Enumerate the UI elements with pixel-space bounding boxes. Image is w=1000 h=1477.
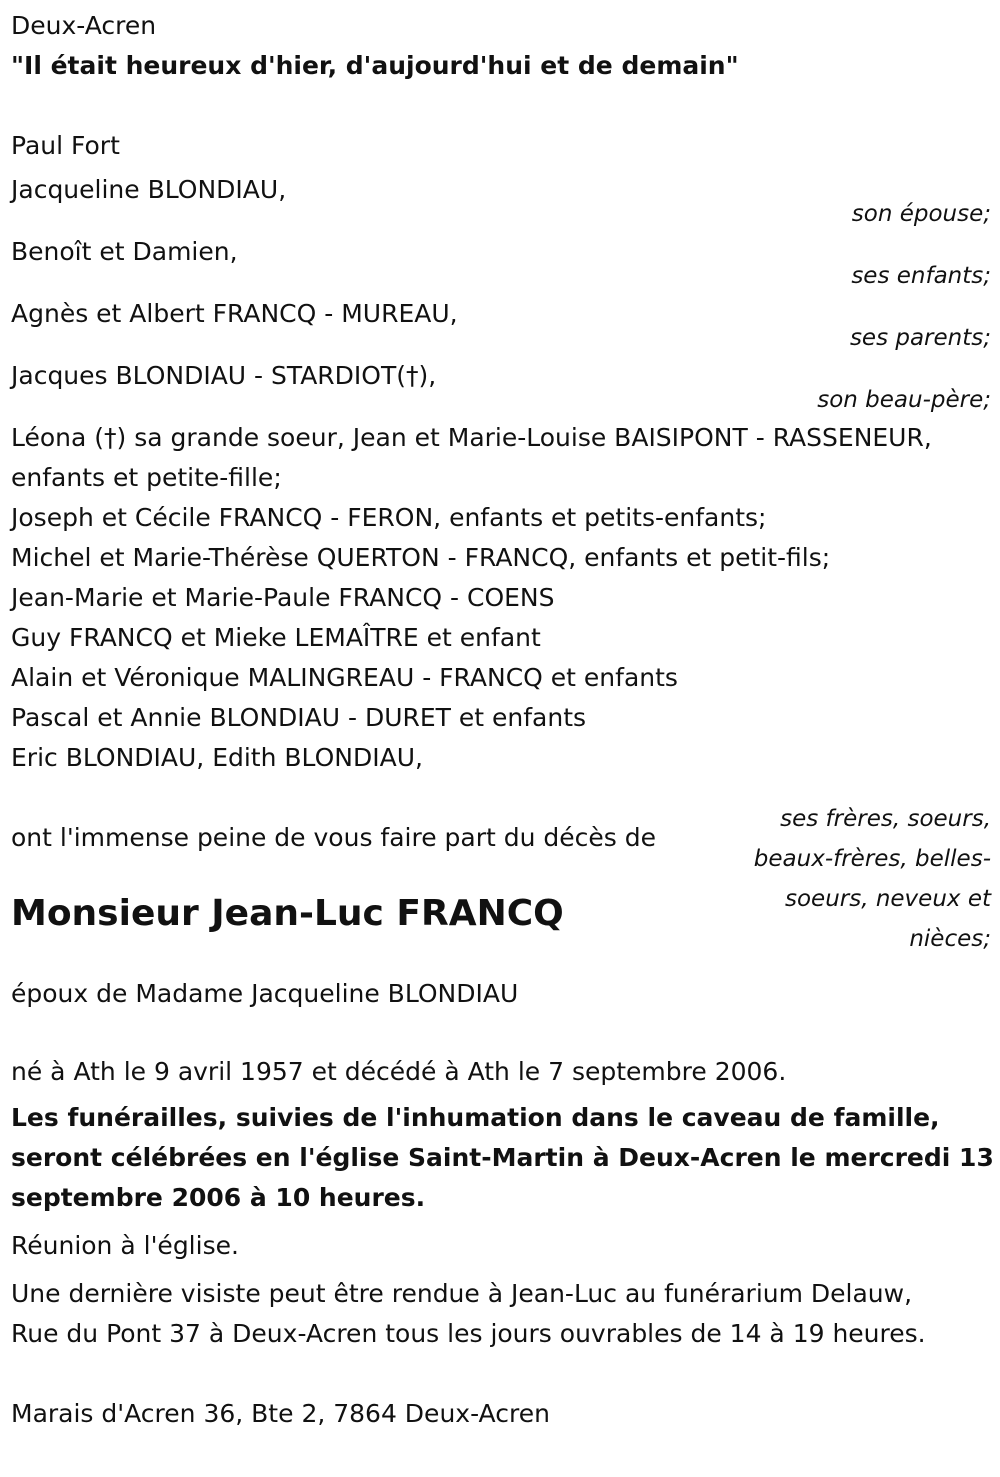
sibling-line: enfants et petite-fille; bbox=[11, 463, 282, 492]
place-heading: Deux-Acren bbox=[11, 11, 157, 40]
funeral-line: septembre 2006 à 10 heures. bbox=[11, 1183, 426, 1212]
quote-author: Paul Fort bbox=[11, 131, 120, 160]
sibling-line: Guy FRANCQ et Mieke LEMAÎTRE et enfant bbox=[11, 623, 541, 652]
funeral-line: seront célébrées en l'église Saint-Martin à Deux-Acren le mercredi 13 bbox=[11, 1143, 994, 1172]
family-member: Jacqueline BLONDIAU, son épouse; bbox=[11, 175, 991, 227]
address: Marais d'Acren 36, Bte 2, 7864 Deux-Acren bbox=[11, 1399, 550, 1428]
sibling-line: Jean-Marie et Marie-Paule FRANCQ - COENS bbox=[11, 583, 555, 612]
family-member: Benoît et Damien, ses enfants; bbox=[11, 237, 991, 289]
sibling-line: Eric BLONDIAU, Edith BLONDIAU, bbox=[11, 743, 423, 772]
meeting-note: Réunion à l'église. bbox=[11, 1231, 239, 1260]
sibling-line: Michel et Marie-Thérèse QUERTON - FRANCQ, enfants et petit-fils; bbox=[11, 543, 831, 572]
spouse-line: époux de Madame Jacqueline BLONDIAU bbox=[11, 979, 519, 1008]
quote: "Il était heureux d'hier, d'aujourd'hui et de demain" bbox=[11, 51, 739, 80]
sibling-line: Pascal et Annie BLONDIAU - DURET et enfants bbox=[11, 703, 587, 732]
sibling-line: Joseph et Cécile FRANCQ - FERON, enfants et petits-enfants; bbox=[11, 503, 767, 532]
visit-line: Rue du Pont 37 à Deux-Acren tous les jours ouvrables de 14 à 19 heures. bbox=[11, 1319, 926, 1348]
sibling-line: Léona (†) sa grande soeur, Jean et Marie-Louise BAISIPONT - RASSENEUR, bbox=[11, 423, 932, 452]
birth-death: né à Ath le 9 avril 1957 et décédé à Ath le 7 septembre 2006. bbox=[11, 1057, 787, 1086]
siblings-role: ses frères, soeurs, beaux-frères, belles-soeurs, neveux et nièces; bbox=[753, 806, 991, 952]
obituary-document bbox=[11, 6, 994, 1434]
visit-line: Une dernière visiste peut être rendue à Jean-Luc au funérarium Delauw, bbox=[11, 1279, 913, 1308]
funeral-line: Les funérailles, suivies de l'inhumation dans le caveau de famille, bbox=[11, 1103, 940, 1132]
family-member: Agnès et Albert FRANCQ - MUREAU, ses parents; bbox=[11, 299, 991, 351]
announcement: ont l'immense peine de vous faire part du décès de bbox=[11, 823, 657, 852]
family-member: Jacques BLONDIAU - STARDIOT(†), son beau-père; bbox=[11, 361, 991, 413]
deceased-name: Monsieur Jean-Luc FRANCQ bbox=[11, 893, 564, 934]
sibling-line: Alain et Véronique MALINGREAU - FRANCQ et enfants bbox=[11, 663, 678, 692]
